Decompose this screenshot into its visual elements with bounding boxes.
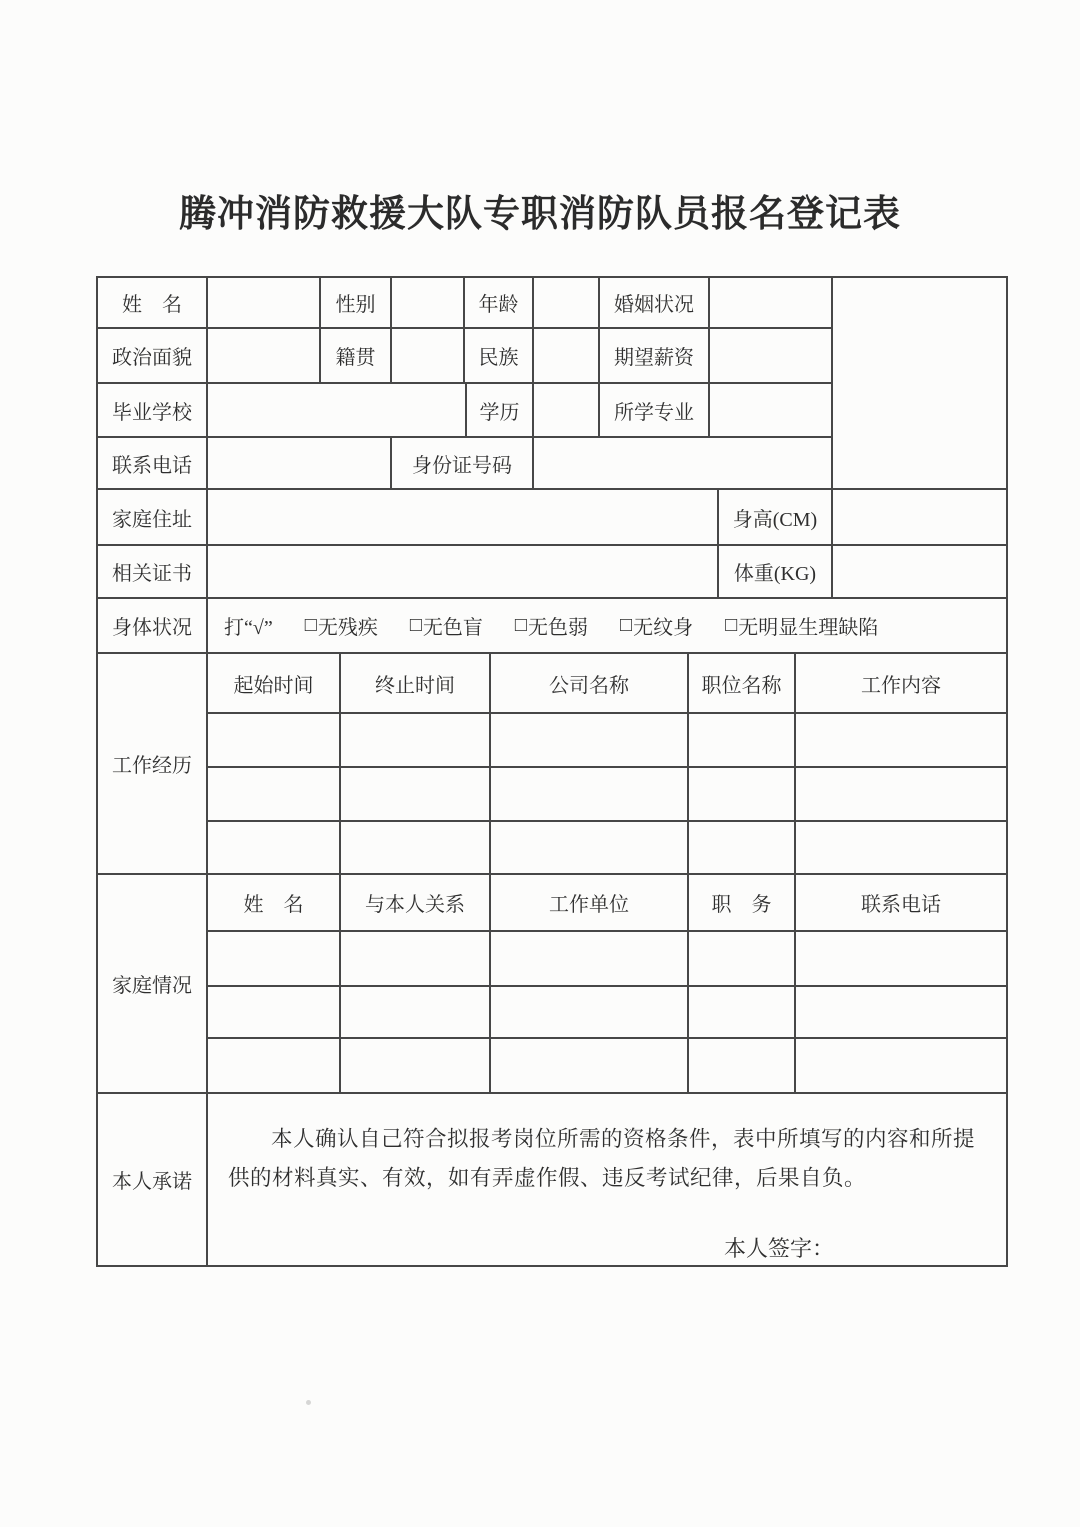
work-row3-end-date-cell <box>341 822 491 875</box>
section-label-commitment: 本人承诺 <box>98 1094 208 1265</box>
field-label-major: 所学专业 <box>600 384 710 438</box>
physical-option-label: 无色盲 <box>422 617 483 639</box>
family-row2-name-cell <box>208 987 341 1039</box>
family-header-position: 职 务 <box>689 875 796 932</box>
field-label-marital-status: 婚姻状况 <box>600 278 710 329</box>
work-header-company-name: 公司名称 <box>491 654 689 714</box>
physical-option-no-color-weakness <box>515 611 588 640</box>
family-header-phone: 联系电话 <box>796 875 1006 932</box>
commitment-content-cell <box>208 1094 1006 1265</box>
physical-options-row <box>208 599 1006 654</box>
work-row1-end-date-cell <box>341 714 491 768</box>
work-row2-company-cell <box>491 768 689 822</box>
field-label-home-address: 家庭住址 <box>98 490 208 546</box>
physical-option-label: 无纹身 <box>633 617 694 639</box>
field-label-education: 学历 <box>467 384 534 438</box>
checkbox-icon: □ <box>725 614 738 636</box>
field-input-native-place <box>392 329 465 384</box>
field-input-name <box>208 278 321 329</box>
physical-option-label: 无色弱 <box>528 617 589 639</box>
signature-label: 本人签字： <box>724 1236 835 1261</box>
field-input-weight <box>833 546 1006 599</box>
field-label-expected-salary: 期望薪资 <box>600 329 710 384</box>
family-row3-employer-cell <box>491 1039 689 1094</box>
field-label-name: 姓 名 <box>98 278 208 329</box>
work-row2-content-cell <box>796 768 1006 822</box>
physical-option-no-tattoo <box>620 611 693 640</box>
family-row1-position-cell <box>689 932 796 987</box>
work-row1-content-cell <box>796 714 1006 768</box>
work-row1-position-cell <box>689 714 796 768</box>
field-label-ethnicity: 民族 <box>465 329 534 384</box>
checkbox-icon: □ <box>620 614 633 636</box>
work-row3-position-cell <box>689 822 796 875</box>
field-label-height: 身高(CM) <box>719 490 833 546</box>
field-input-graduate-school <box>208 384 467 438</box>
family-row3-position-cell <box>689 1039 796 1094</box>
work-row3-start-date-cell <box>208 822 341 875</box>
field-label-political-status: 政治面貌 <box>98 329 208 384</box>
field-input-expected-salary <box>710 329 833 384</box>
field-input-ethnicity <box>534 329 600 384</box>
field-input-major <box>710 384 833 438</box>
family-row2-phone-cell <box>796 987 1006 1039</box>
work-header-job-content: 工作内容 <box>796 654 1006 714</box>
field-label-certificates: 相关证书 <box>98 546 208 599</box>
form-title: 腾冲消防救援大队专职消防队员报名登记表 <box>179 193 901 234</box>
physical-option-label: 无残疾 <box>317 617 378 639</box>
field-input-education <box>534 384 600 438</box>
work-row3-content-cell <box>796 822 1006 875</box>
field-label-native-place: 籍贯 <box>321 329 392 384</box>
field-input-marital-status <box>710 278 833 329</box>
family-row1-employer-cell <box>491 932 689 987</box>
work-row2-end-date-cell <box>341 768 491 822</box>
physical-option-no-obvious-defect <box>725 611 878 640</box>
field-label-id-number: 身份证号码 <box>392 438 534 490</box>
field-label-age: 年龄 <box>465 278 534 329</box>
work-row3-company-cell <box>491 822 689 875</box>
field-label-gender: 性别 <box>321 278 392 329</box>
commitment-text: 本人确认自己符合拟报考岗位所需的资格条件，表中所填写的内容和所提供的材料真实、有效，如有弄虚作假、违反考试纪律，后果自负。 <box>228 1127 976 1190</box>
field-input-height <box>833 490 1006 546</box>
family-header-relationship: 与本人关系 <box>341 875 491 932</box>
field-label-graduate-school: 毕业学校 <box>98 384 208 438</box>
family-row2-employer-cell <box>491 987 689 1039</box>
checkbox-icon: □ <box>514 614 528 636</box>
work-row2-start-date-cell <box>208 768 341 822</box>
family-row1-relationship-cell <box>341 932 491 987</box>
family-row2-relationship-cell <box>341 987 491 1039</box>
family-row2-position-cell <box>689 987 796 1039</box>
work-header-start-date: 起始时间 <box>208 654 341 714</box>
section-label-family: 家庭情况 <box>98 875 208 1094</box>
family-row3-name-cell <box>208 1039 341 1094</box>
registration-form-table <box>96 276 1008 1267</box>
checkbox-icon: □ <box>304 614 317 636</box>
checkbox-icon: □ <box>409 614 422 636</box>
scan-speck <box>306 1400 311 1405</box>
section-label-work-experience: 工作经历 <box>98 654 208 875</box>
work-header-position-name: 职位名称 <box>689 654 796 714</box>
work-row2-position-cell <box>689 768 796 822</box>
field-input-certificates <box>208 546 719 599</box>
photo-box <box>833 278 1006 490</box>
physical-option-label: 无明显生理缺陷 <box>738 617 879 639</box>
physical-option-no-disability <box>305 611 378 640</box>
field-label-physical-condition: 身体状况 <box>98 599 208 654</box>
family-header-employer: 工作单位 <box>491 875 689 932</box>
work-row1-company-cell <box>491 714 689 768</box>
work-header-end-date: 终止时间 <box>341 654 491 714</box>
field-input-contact-phone <box>208 438 392 490</box>
family-row3-phone-cell <box>796 1039 1006 1094</box>
family-row3-relationship-cell <box>341 1039 491 1094</box>
field-input-political-status <box>208 329 321 384</box>
field-input-gender <box>392 278 465 329</box>
physical-instruction: 打“√” <box>224 617 273 639</box>
family-header-name: 姓 名 <box>208 875 341 932</box>
family-row1-name-cell <box>208 932 341 987</box>
work-row1-start-date-cell <box>208 714 341 768</box>
field-input-id-number <box>534 438 833 490</box>
field-input-home-address <box>208 490 719 546</box>
physical-option-no-color-blindness <box>410 611 483 640</box>
field-label-weight: 体重(KG) <box>719 546 833 599</box>
family-row1-phone-cell <box>796 932 1006 987</box>
field-label-contact-phone: 联系电话 <box>98 438 208 490</box>
field-input-age <box>534 278 600 329</box>
